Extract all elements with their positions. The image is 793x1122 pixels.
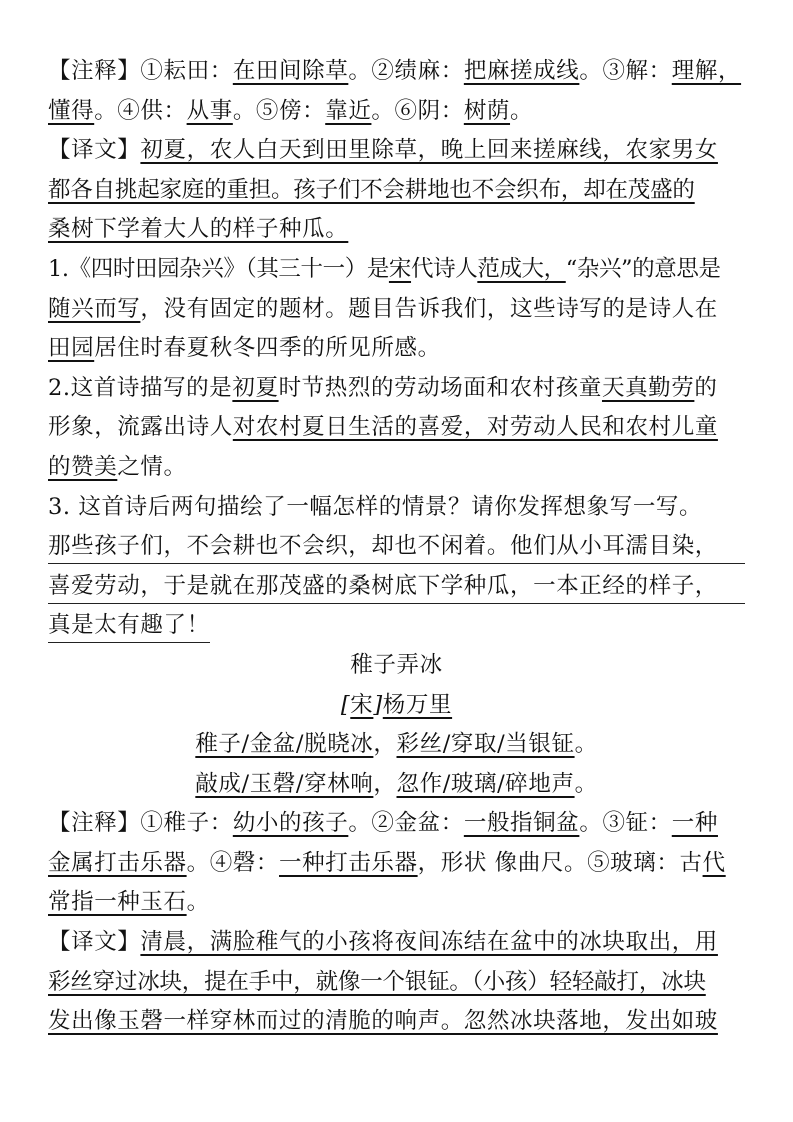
- answer-underlined: 常指一种玉石: [48, 889, 187, 916]
- poem2-annotation-line-2: [48, 844, 745, 884]
- answer-underlined: 田园: [48, 335, 95, 362]
- poem-title: 稚子弄冰: [350, 651, 443, 678]
- poem1-translation-line-3: [48, 210, 745, 250]
- poem2-translation-line-3: [48, 1002, 745, 1042]
- poem1-annotation-line-2: [48, 92, 745, 132]
- answer-underlined: 范成大，: [477, 255, 566, 282]
- text-run: 。④磬：: [186, 849, 280, 876]
- text-run: 时节热烈的劳动场面和农村孩童: [278, 374, 602, 401]
- answer-underlined: 金属打击乐器: [48, 849, 187, 876]
- text-run: 2.这首诗描写的是: [48, 374, 233, 401]
- poem2-verse-line-2: [48, 765, 745, 805]
- answer-underlined: 随兴而写: [48, 295, 141, 322]
- answer-text: 喜爱劳动，于是就在那茂盛的桑树底下学种瓜，一本正经的样子，: [48, 569, 745, 604]
- question-3-answer-line-1: [48, 527, 745, 567]
- answer-underlined: 幼小的孩子: [232, 810, 349, 837]
- text-run: 。⑥阴：: [371, 97, 464, 124]
- answer-underlined: 靠近: [325, 97, 372, 124]
- text-run: ，形状 像曲尺。⑤玻璃：古: [417, 849, 703, 876]
- text-run: 。③解：: [579, 58, 672, 84]
- annotation-label: 【注释】: [48, 810, 141, 837]
- poem2-annotation-line-1: [48, 804, 745, 844]
- question-2-line-1: [48, 369, 745, 409]
- punct: ，: [373, 770, 397, 797]
- answer-underlined: 宋: [388, 255, 412, 282]
- question-1-line-3: [48, 329, 745, 369]
- answer-text: 那些孩子们，不会耕也不会织，却也不闲着。他们从小耳濡目染，: [48, 529, 745, 564]
- question-3-answer-line-2: [48, 567, 745, 607]
- verse-phrase: 彩丝/穿取/当银钲: [396, 731, 575, 758]
- answer-underlined: 树荫: [463, 97, 511, 124]
- text-run: ，没有固定的题材。题目告诉我们，这些诗写的是诗人在: [140, 295, 718, 322]
- question-1-line-1: [48, 250, 745, 290]
- dynasty: 宋: [350, 691, 374, 718]
- translation-text: 发出像玉磬一样穿林而过的清脆的响声。忽然冰块落地，发出如玻: [48, 1008, 718, 1035]
- question-3-prompt: [48, 488, 745, 528]
- answer-underlined: 在田间除草: [232, 58, 349, 84]
- author-name: 杨万里: [382, 691, 453, 718]
- poem2-annotation-line-3: [48, 883, 745, 923]
- bracket-close: ]: [373, 691, 383, 718]
- text-run: 的: [694, 374, 718, 401]
- text-run: 。④供：: [94, 97, 187, 124]
- text-run: 形象，流露出诗人: [48, 414, 233, 441]
- answer-underlined: 的赞美: [48, 453, 118, 480]
- verse-phrase: 敲成/玉磬/穿林响: [195, 770, 374, 797]
- poem1-annotation-line-1: [48, 52, 745, 92]
- translation-text: 都各自挑起家庭的重担。孩子们不会耕地也不会织布，却在茂盛的: [48, 176, 695, 203]
- text-run: 居住时春夏秋冬四季的所见所感。: [94, 335, 441, 362]
- punct: ，: [373, 731, 397, 758]
- text-run: 1.《四时田园杂兴》（其三十一）是: [48, 255, 389, 282]
- poem1-translation-line-2: [48, 171, 745, 211]
- translation-text: 初夏，农人白天到田里除草，晚上回来搓麻线，农家男女: [140, 137, 718, 164]
- annotation-label: 【注释】: [48, 58, 141, 84]
- answer-underlined: 初夏: [232, 374, 279, 401]
- verse-phrase: 稚子/金盆/脱晓冰: [195, 731, 374, 758]
- document-page: [48, 52, 745, 1042]
- punct: 。: [574, 770, 598, 797]
- answer-underlined: 一种打击乐器: [279, 849, 418, 876]
- text-run: 。②金盆：: [348, 810, 464, 837]
- question-2-line-2: [48, 408, 745, 448]
- poem2-translation-line-1: [48, 923, 745, 963]
- text-run: ①耘田：: [140, 58, 233, 84]
- translation-text: 桑树下学着大人的样子种瓜。: [48, 216, 349, 243]
- answer-underlined: 把麻搓成线: [463, 58, 580, 84]
- poem2-title: [48, 646, 745, 686]
- translation-label: 【译文】: [48, 137, 141, 164]
- text-run: 。③钲：: [579, 810, 672, 837]
- answer-underlined: 理解，: [671, 58, 742, 84]
- answer-underlined: 对农村夏日生活的喜爱，对劳动人民和农村儿童: [232, 414, 718, 441]
- text-run: 。⑤傍：: [232, 97, 326, 124]
- text-run: 。②绩麻：: [348, 58, 464, 84]
- bracket-open: [: [340, 691, 351, 718]
- answer-text: 真是太有趣了！: [48, 608, 210, 643]
- question-1-line-2: [48, 290, 745, 330]
- text-run: ①稚子：: [140, 810, 233, 837]
- answer-underlined: 从事: [186, 97, 233, 124]
- translation-text: 彩丝穿过冰块，提在手中，就像一个银钲。（小孩）轻轻敲打，冰块: [48, 968, 706, 995]
- question-2-line-3: [48, 448, 745, 488]
- text-run: 。: [186, 889, 210, 916]
- question-3-answer-line-3: [48, 606, 745, 646]
- translation-text: 清晨，满脸稚气的小孩将夜间冻结在盆中的冰块取出，用: [140, 929, 718, 956]
- answer-underlined: 一种: [671, 810, 718, 837]
- poem2-verse-line-1: [48, 725, 745, 765]
- poem2-translation-line-2: [48, 963, 745, 1003]
- answer-underlined: 天真勤劳: [601, 374, 695, 401]
- answer-underlined: 懂得: [48, 97, 95, 124]
- answer-underlined: 一般指铜盆: [463, 810, 580, 837]
- question-text: 3. 这首诗后两句描绘了一幅怎样的情景？请你发挥想象写一写。: [48, 493, 703, 520]
- answer-underlined: 代: [702, 849, 726, 876]
- text-run: 。: [510, 97, 534, 124]
- text-run: “杂兴”的意思是: [565, 255, 721, 282]
- translation-label: 【译文】: [48, 929, 141, 956]
- text-run: 代诗人: [411, 255, 478, 282]
- verse-phrase: 忽作/玻璃/碎地声: [396, 770, 575, 797]
- text-run: 之情。: [117, 453, 187, 480]
- poem2-author: [48, 686, 745, 726]
- punct: 。: [574, 731, 598, 758]
- poem1-translation-line-1: [48, 131, 745, 171]
